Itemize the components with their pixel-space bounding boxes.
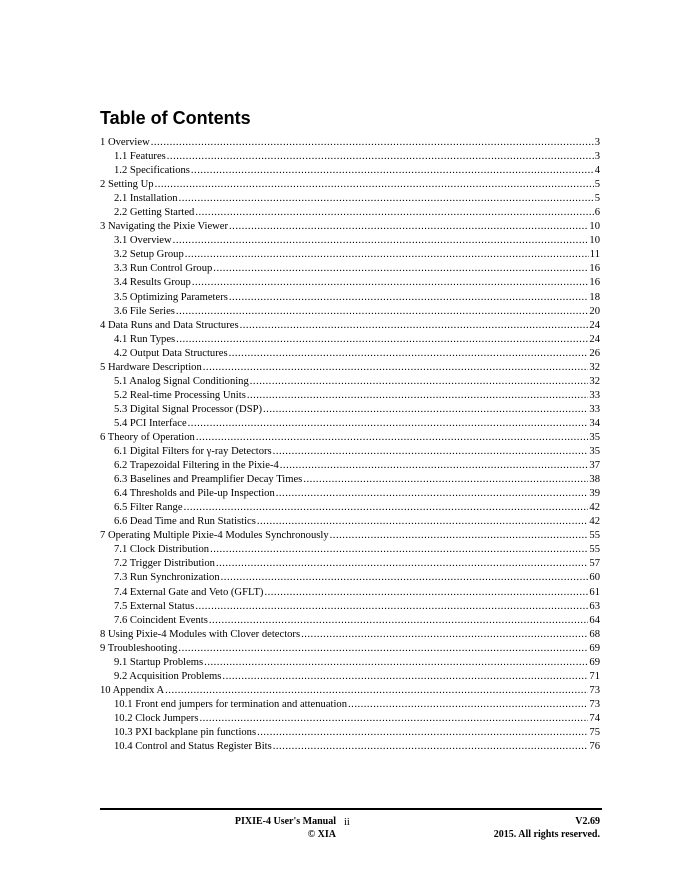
toc-entry[interactable] — [100, 137, 600, 151]
toc-dot-leader — [229, 221, 588, 232]
toc-entry-page: 5 — [594, 179, 600, 191]
toc-entry-page: 42 — [589, 516, 600, 528]
toc-entry-title: 3.4 Results Group — [114, 277, 191, 289]
toc-dot-leader — [247, 390, 589, 401]
toc-entry-title: 1.1 Features — [114, 151, 166, 163]
toc-dot-leader — [192, 277, 589, 288]
toc-entry[interactable] — [100, 376, 600, 390]
toc-dot-leader — [264, 587, 588, 598]
toc-entry-page: 42 — [589, 502, 600, 514]
toc-entry-page: 26 — [589, 347, 600, 359]
toc-entry-title: 8 Using Pixie-4 Modules with Clover detectors — [100, 628, 301, 640]
toc-entry-title: 4.1 Run Types — [114, 333, 176, 345]
toc-entry[interactable] — [100, 320, 600, 334]
toc-dot-leader — [167, 151, 594, 162]
toc-entry-title: 10.4 Control and Status Register Bits — [114, 741, 272, 753]
toc-entry[interactable] — [100, 601, 600, 615]
toc-dot-leader — [213, 263, 588, 274]
toc-dot-leader — [221, 572, 589, 583]
toc-entry[interactable] — [100, 418, 600, 432]
toc-dot-leader — [273, 446, 589, 457]
toc-entry-page: 24 — [589, 319, 600, 331]
toc-entry-title: 10.3 PXI backplane pin functions — [114, 726, 257, 738]
footer-page-number: ii — [344, 817, 350, 828]
toc-entry-title: 7.5 External Status — [114, 600, 195, 612]
toc-entry-page: 35 — [589, 446, 600, 458]
footer-version: V2.69 — [575, 816, 600, 827]
toc-entry-title: 5.4 PCI Interface — [114, 417, 187, 429]
toc-entry[interactable] — [100, 390, 600, 404]
toc-entry-page: 10 — [589, 221, 600, 233]
toc-entry-page: 69 — [589, 642, 600, 654]
toc-entry[interactable] — [100, 263, 600, 277]
toc-dot-leader — [178, 643, 588, 654]
toc-entry-title: 10 Appendix A — [100, 684, 165, 696]
toc-entry[interactable] — [100, 432, 600, 446]
toc-entry-page: 10 — [589, 235, 600, 247]
toc-dot-leader — [176, 334, 588, 345]
toc-entry-title: 6.3 Baselines and Preamplifier Decay Times — [114, 474, 303, 486]
toc-entry-title: 1 Overview — [100, 137, 150, 148]
toc-entry-page: 75 — [589, 726, 600, 738]
toc-entry-title: 6.2 Trapezoidal Filtering in the Pixie-4 — [114, 460, 279, 472]
toc-dot-leader — [273, 741, 589, 752]
toc-entry-title: 3.1 Overview — [114, 235, 172, 247]
toc-entry[interactable] — [100, 292, 600, 306]
toc-entry-page: 73 — [589, 698, 600, 710]
toc-dot-leader — [210, 544, 588, 555]
toc-entry-page: 16 — [589, 277, 600, 289]
toc-entry-page: 4 — [594, 165, 600, 177]
toc-entry-title: 4.2 Output Data Structures — [114, 347, 228, 359]
toc-entry[interactable] — [100, 151, 600, 165]
toc-entry-title: 4 Data Runs and Data Structures — [100, 319, 239, 331]
toc-entry-page: 33 — [589, 389, 600, 401]
toc-entry[interactable] — [100, 685, 600, 699]
toc-entry-title: 7.1 Clock Distribution — [114, 544, 210, 556]
toc-dot-leader — [276, 488, 589, 499]
toc-dot-leader — [179, 193, 594, 204]
toc-entry-page: 64 — [589, 614, 600, 626]
toc-entry-page: 18 — [589, 291, 600, 303]
toc-entry-page: 32 — [589, 361, 600, 373]
toc-entry-page: 74 — [589, 712, 600, 724]
toc-entry[interactable] — [100, 741, 600, 755]
toc-entry-page: 39 — [589, 488, 600, 500]
toc-entry-page: 38 — [589, 474, 600, 486]
toc-entry-page: 35 — [589, 431, 600, 443]
toc-dot-leader — [257, 516, 589, 527]
toc-entry-page: 71 — [589, 670, 600, 682]
toc-entry-title: 2.1 Installation — [114, 193, 178, 205]
toc-dot-leader — [173, 235, 589, 246]
toc-entry-page: 76 — [589, 741, 600, 753]
toc-dot-leader — [229, 348, 589, 359]
toc-entry-page: 3 — [594, 151, 600, 163]
toc-entry[interactable] — [100, 179, 600, 193]
toc-entry-page: 55 — [589, 530, 600, 542]
toc-dot-leader — [188, 418, 589, 429]
toc-entry-page: 34 — [589, 417, 600, 429]
toc-entry-title: 9 Troubleshooting — [100, 642, 178, 654]
toc-entry-title: 3.5 Optimizing Parameters — [114, 291, 228, 303]
toc-entry-title: 10.2 Clock Jumpers — [114, 712, 199, 724]
toc-entry[interactable] — [100, 516, 600, 530]
toc-entry-title: 6 Theory of Operation — [100, 431, 195, 443]
toc-dot-leader — [199, 713, 588, 724]
toc-entry-title: 7.6 Coincident Events — [114, 614, 208, 626]
toc-entry-page: 60 — [589, 572, 600, 584]
toc-entry[interactable] — [100, 474, 600, 488]
toc-dot-leader — [216, 558, 588, 569]
toc-entry-page: 3 — [594, 137, 600, 148]
toc-entry-title: 5.3 Digital Signal Processor (DSP) — [114, 403, 263, 415]
toc-entry-title: 9.2 Acquisition Problems — [114, 670, 222, 682]
toc-dot-leader — [250, 376, 589, 387]
toc-dot-leader — [176, 306, 588, 317]
toc-entry[interactable] — [100, 460, 600, 474]
toc-entry[interactable] — [100, 699, 600, 713]
toc-entry[interactable] — [100, 488, 600, 502]
toc-dot-leader — [303, 474, 588, 485]
toc-entry[interactable] — [100, 249, 600, 263]
footer-rights: 2015. All rights reserved. — [493, 829, 600, 840]
toc-entry-title: 2 Setting Up — [100, 179, 154, 191]
toc-entry-page: 55 — [589, 544, 600, 556]
toc-entry[interactable] — [100, 348, 600, 362]
toc-entry[interactable] — [100, 235, 600, 249]
toc-entry[interactable] — [100, 615, 600, 629]
toc-dot-leader — [222, 671, 588, 682]
toc-entry-title: 7.2 Trigger Distribution — [114, 558, 215, 570]
toc-dot-leader — [151, 137, 594, 148]
toc-entry-page: 63 — [589, 600, 600, 612]
toc-entry[interactable] — [100, 404, 600, 418]
toc-dot-leader — [240, 320, 589, 331]
toc-entry-page: 24 — [589, 333, 600, 345]
toc-dot-leader — [301, 629, 588, 640]
toc-entry-page: 5 — [594, 193, 600, 205]
toc-entry-page: 69 — [589, 656, 600, 668]
footer-manual-title: PIXIE-4 User's Manual — [234, 816, 336, 827]
toc-entry[interactable] — [100, 334, 600, 348]
toc-entry[interactable] — [100, 502, 600, 516]
toc-entry[interactable] — [100, 165, 600, 179]
toc-entry-page: 16 — [589, 263, 600, 275]
toc-entry[interactable] — [100, 306, 600, 320]
toc-entry[interactable] — [100, 727, 600, 741]
toc-entry-title: 7 Operating Multiple Pixie-4 Modules Synchronously — [100, 530, 329, 542]
toc-entry-title: 6.4 Thresholds and Pile-up Inspection — [114, 488, 275, 500]
toc-entry-title: 5.2 Real-time Processing Units — [114, 389, 246, 401]
toc-entry-title: 5 Hardware Description — [100, 361, 202, 373]
footer-divider — [100, 808, 602, 810]
toc-dot-leader — [204, 657, 588, 668]
toc-entry[interactable] — [100, 221, 600, 235]
toc-dot-leader — [185, 249, 589, 260]
toc-entry[interactable] — [100, 277, 600, 291]
toc-entry-title: 6.5 Filter Range — [114, 502, 183, 514]
toc-entry[interactable] — [100, 207, 600, 221]
toc-entry-title: 5.1 Analog Signal Conditioning — [114, 375, 249, 387]
toc-entry[interactable] — [100, 572, 600, 586]
toc-dot-leader — [191, 165, 594, 176]
toc-entry-page: 68 — [589, 628, 600, 640]
toc-entry[interactable] — [100, 362, 600, 376]
toc-dot-leader — [263, 404, 588, 415]
toc-entry[interactable] — [100, 657, 600, 671]
toc-entry-title: 6.1 Digital Filters for γ-ray Detectors — [114, 446, 272, 458]
toc-entry-title: 7.3 Run Synchronization — [114, 572, 220, 584]
toc-dot-leader — [330, 530, 589, 541]
toc-entry-page: 6 — [594, 207, 600, 219]
toc-dot-leader — [184, 502, 589, 513]
toc-entry[interactable] — [100, 446, 600, 460]
toc-entry[interactable] — [100, 530, 600, 544]
toc-entry-page: 11 — [589, 249, 600, 261]
toc-dot-leader — [195, 207, 593, 218]
toc-entry-title: 3 Navigating the Pixie Viewer — [100, 221, 229, 233]
toc-entry-title: 2.2 Getting Started — [114, 207, 195, 219]
toc-entry[interactable] — [100, 671, 600, 685]
toc-entry[interactable] — [100, 629, 600, 643]
toc-entry-title: 3.2 Setup Group — [114, 249, 184, 261]
table-of-contents — [100, 137, 600, 755]
toc-entry[interactable] — [100, 558, 600, 572]
toc-entry-page: 57 — [589, 558, 600, 570]
toc-dot-leader — [165, 685, 588, 696]
toc-entry-title: 1.2 Specifications — [114, 165, 190, 177]
toc-dot-leader — [196, 432, 589, 443]
page-title: Table of Contents — [100, 108, 251, 128]
toc-entry-page: 61 — [589, 586, 600, 598]
toc-entry-title: 7.4 External Gate and Veto (GFLT) — [114, 586, 264, 598]
toc-entry[interactable] — [100, 643, 600, 657]
toc-entry-title: 9.1 Startup Problems — [114, 656, 204, 668]
toc-entry[interactable] — [100, 713, 600, 727]
toc-dot-leader — [203, 362, 589, 373]
toc-dot-leader — [257, 727, 588, 738]
toc-dot-leader — [209, 615, 589, 626]
toc-entry-title: 3.6 File Series — [114, 305, 175, 317]
toc-entry-title: 10.1 Front end jumpers for termination and attenuation — [114, 698, 348, 710]
footer-version-block — [420, 815, 600, 841]
toc-dot-leader — [155, 179, 594, 190]
footer-manual-block — [200, 815, 336, 841]
toc-dot-leader — [195, 601, 588, 612]
toc-entry-page: 73 — [589, 684, 600, 696]
toc-dot-leader — [229, 292, 589, 303]
toc-entry-page: 32 — [589, 375, 600, 387]
toc-entry[interactable] — [100, 193, 600, 207]
toc-entry-title: 6.6 Dead Time and Run Statistics — [114, 516, 256, 528]
toc-entry-page: 37 — [589, 460, 600, 472]
toc-entry[interactable] — [100, 544, 600, 558]
toc-entry[interactable] — [100, 587, 600, 601]
toc-entry-title: 3.3 Run Control Group — [114, 263, 213, 275]
toc-entry-page: 33 — [589, 403, 600, 415]
footer-copyright: © XIA — [307, 829, 336, 840]
toc-dot-leader — [348, 699, 588, 710]
toc-dot-leader — [280, 460, 589, 471]
toc-entry-page: 20 — [589, 305, 600, 317]
